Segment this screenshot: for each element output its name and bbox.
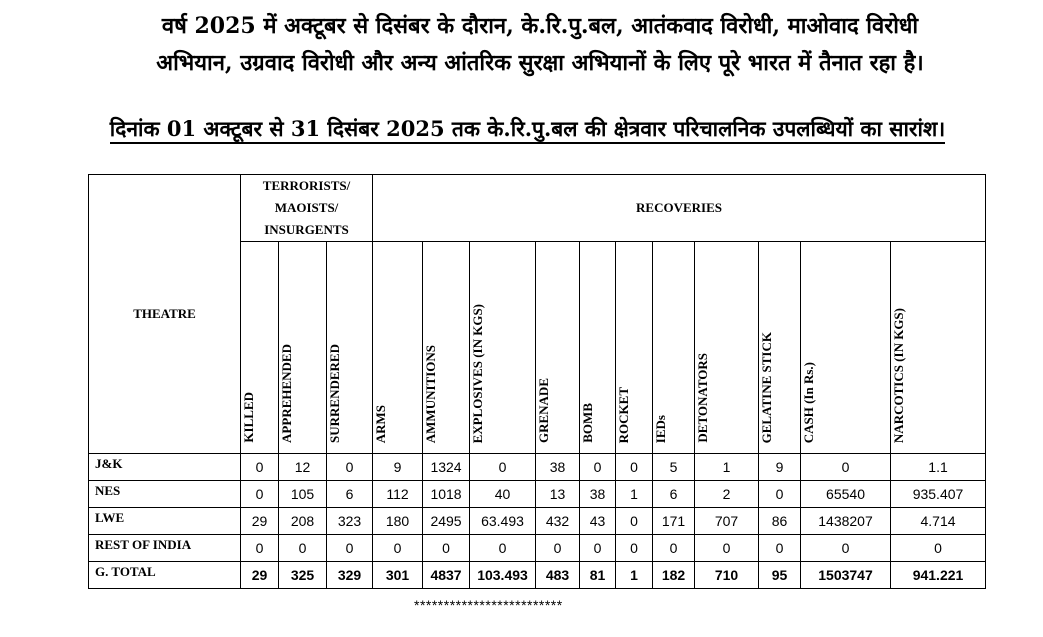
col-header-detonators [695, 242, 759, 454]
col-header-text: SURRENDERED [327, 344, 342, 443]
intro-line-1: वर्ष 2025 में अक्टूबर से दिसंबर के दौरान, के.रि.पु.बल, आतंकवाद विरोधी, माओवाद विरोधी [161, 13, 919, 39]
table-cell: 0 [241, 454, 279, 481]
table-cell: 5 [653, 454, 695, 481]
col-header-explosives [470, 242, 536, 454]
col-header-narcotics [891, 242, 986, 454]
table-cell: 0 [536, 535, 580, 562]
col-header-text: ARMS [373, 404, 389, 443]
table-cell: 0 [801, 454, 891, 481]
table-cell: 1438207 [801, 508, 891, 535]
table-cell: 6 [653, 481, 695, 508]
total-cell: 81 [580, 562, 616, 589]
total-cell: 710 [695, 562, 759, 589]
col-header-text: EXPLOSIVES (IN KGS) [470, 303, 486, 443]
footer-separator: ************************* [414, 597, 563, 613]
table-cell: 38 [580, 481, 616, 508]
table-cell: 4.714 [891, 508, 986, 535]
col-header-text: NARCOTICS (IN KGS) [891, 307, 907, 443]
summary-title [0, 114, 1043, 144]
table-row [89, 454, 986, 481]
table-cell: 707 [695, 508, 759, 535]
recoveries-group-header: RECOVERIES [373, 175, 986, 242]
table-cell: 0 [279, 535, 327, 562]
summary-title-text: दिनांक 01 अक्टूबर से 31 दिसंबर 2025 तक के.रि.पु.बल की क्षेत्रवार परिचालनिक उपलब्धियों का सारांश। [110, 116, 945, 144]
table-cell: 38 [536, 454, 580, 481]
table-cell: 0 [327, 454, 373, 481]
table-cell: 208 [279, 508, 327, 535]
table-cell: 112 [373, 481, 423, 508]
table-cell: 9 [373, 454, 423, 481]
table-cell: 1018 [423, 481, 470, 508]
table-cell: 1 [616, 481, 653, 508]
col-header-arms [373, 242, 423, 454]
operational-achievements-table [88, 174, 986, 589]
row-theatre-label: LWE [89, 508, 241, 535]
table-cell: 105 [279, 481, 327, 508]
table-cell: 6 [327, 481, 373, 508]
table-cell: 0 [241, 481, 279, 508]
col-header-text: GRENADE [536, 377, 552, 443]
table-row [89, 535, 986, 562]
table-cell: 0 [373, 535, 423, 562]
table-row [89, 508, 986, 535]
total-cell: 1 [616, 562, 653, 589]
table-cell: 0 [695, 535, 759, 562]
table-cell: 13 [536, 481, 580, 508]
intro-paragraph [60, 8, 1020, 82]
col-header-apprehended [279, 242, 327, 454]
total-cell: 4837 [423, 562, 470, 589]
col-header-text: APPREHENDED [279, 344, 294, 443]
table-cell: 0 [616, 454, 653, 481]
col-header-text: DETONATORS [695, 353, 711, 443]
intro-line-2: अभियान, उग्रवाद विरोधी और अन्य आंतरिक सुरक्षा अभियानों के लिए पूरे भारत में तैनात रहा है। [156, 50, 924, 76]
theatre-header: THEATRE [89, 175, 241, 454]
col-header-text: GELATINE STICK [759, 331, 775, 443]
table-cell: 0 [423, 535, 470, 562]
row-theatre-label: G. TOTAL [89, 562, 241, 589]
terrorists-header-line: TERRORISTS/ [262, 178, 351, 193]
terrorists-group-header [241, 175, 373, 242]
total-cell: 325 [279, 562, 327, 589]
table-cell: 12 [279, 454, 327, 481]
table-cell: 0 [616, 508, 653, 535]
table-cell: 1 [695, 454, 759, 481]
col-header-text: KILLED [241, 392, 256, 443]
table-cell: 0 [759, 535, 801, 562]
total-cell: 29 [241, 562, 279, 589]
table-cell: 29 [241, 508, 279, 535]
table-cell: 86 [759, 508, 801, 535]
row-theatre-label: REST OF INDIA [89, 535, 241, 562]
col-header-ammunitions [423, 242, 470, 454]
table-cell: 0 [327, 535, 373, 562]
table-cell: 40 [470, 481, 536, 508]
table-cell: 180 [373, 508, 423, 535]
col-header-ieds [653, 242, 695, 454]
table-cell: 432 [536, 508, 580, 535]
table-cell: 171 [653, 508, 695, 535]
col-header-surrendered [327, 242, 373, 454]
table-cell: 323 [327, 508, 373, 535]
col-header-cash [801, 242, 891, 454]
col-header-text: AMMUNITIONS [423, 344, 439, 443]
total-cell: 941.221 [891, 562, 986, 589]
col-header-text: ROCKET [616, 386, 632, 443]
col-header-grenade [536, 242, 580, 454]
table-cell: 2495 [423, 508, 470, 535]
table-cell: 0 [891, 535, 986, 562]
table-cell: 0 [616, 535, 653, 562]
total-cell: 182 [653, 562, 695, 589]
col-header-text: BOMB [580, 403, 596, 443]
table-cell: 0 [241, 535, 279, 562]
table-cell: 0 [470, 535, 536, 562]
col-header-killed [241, 242, 279, 454]
table-cell: 0 [580, 535, 616, 562]
total-cell: 329 [327, 562, 373, 589]
col-header-text: IEDs [653, 414, 669, 443]
table-cell: 0 [470, 454, 536, 481]
terrorists-header-line: MAOISTS/ [274, 200, 339, 215]
total-cell: 1503747 [801, 562, 891, 589]
table-cell: 0 [653, 535, 695, 562]
table-cell: 0 [759, 481, 801, 508]
table-cell: 935.407 [891, 481, 986, 508]
grand-total-row [89, 562, 986, 589]
table-cell: 43 [580, 508, 616, 535]
col-header-text: CASH (In Rs.) [801, 361, 817, 443]
table-cell: 0 [801, 535, 891, 562]
table-cell: 0 [580, 454, 616, 481]
row-theatre-label: J&K [89, 454, 241, 481]
table-cell: 2 [695, 481, 759, 508]
table-row [89, 481, 986, 508]
total-cell: 301 [373, 562, 423, 589]
table-cell: 1.1 [891, 454, 986, 481]
total-cell: 483 [536, 562, 580, 589]
col-header-bomb [580, 242, 616, 454]
col-header-gelatine-stick [759, 242, 801, 454]
total-cell: 95 [759, 562, 801, 589]
terrorists-header-line: INSURGENTS [264, 222, 349, 237]
table-cell: 63.493 [470, 508, 536, 535]
row-theatre-label: NES [89, 481, 241, 508]
table-cell: 1324 [423, 454, 470, 481]
total-cell: 103.493 [470, 562, 536, 589]
table-cell: 65540 [801, 481, 891, 508]
col-header-rocket [616, 242, 653, 454]
table-cell: 9 [759, 454, 801, 481]
